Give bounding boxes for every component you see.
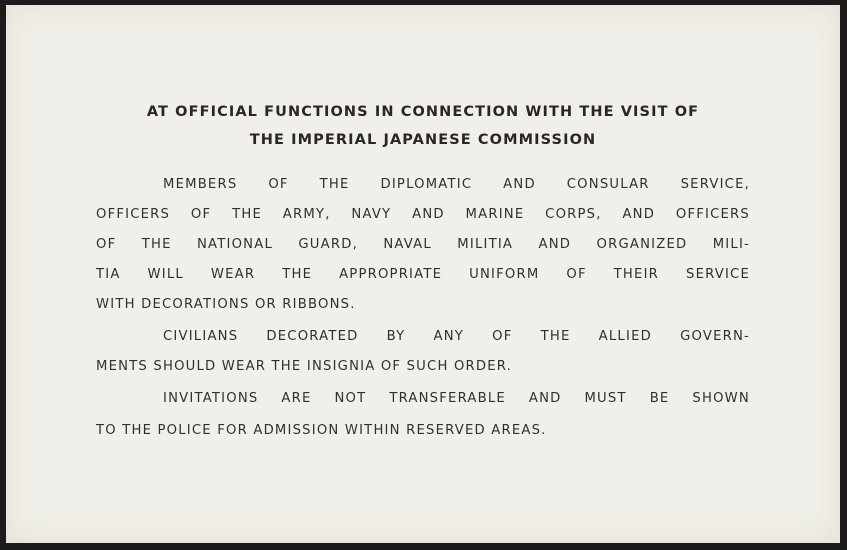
paragraph-3-line-1: INVITATIONS ARE NOT TRANSFERABLE AND MUST BE SHOWN <box>163 391 750 406</box>
paragraph-1-line-5: WITH DECORATIONS OR RIBBONS. <box>96 297 356 312</box>
paragraph-1-line-4: TIA WILL WEAR THE APPROPRIATE UNIFORM OF THEIR SERVICE <box>96 267 750 282</box>
paragraph-3-line-2: TO THE POLICE FOR ADMISSION WITHIN RESERVED AREAS. <box>96 423 547 438</box>
paragraph-1-line-1: MEMBERS OF THE DIPLOMATIC AND CONSULAR SERVICE, <box>163 177 750 192</box>
heading-line-1: AT OFFICIAL FUNCTIONS IN CONNECTION WITH THE VISIT OF <box>146 104 700 120</box>
heading-line-2: THE IMPERIAL JAPANESE COMMISSION <box>249 132 597 148</box>
paragraph-1-line-3: OF THE NATIONAL GUARD, NAVAL MILITIA AND ORGANIZED MILI- <box>96 237 750 252</box>
paragraph-2-line-2: MENTS SHOULD WEAR THE INSIGNIA OF SUCH ORDER. <box>96 359 513 374</box>
paragraph-2-line-1: CIVILIANS DECORATED BY ANY OF THE ALLIED GOVERN- <box>163 329 750 344</box>
invitation-card <box>6 5 840 543</box>
paragraph-1-line-2: OFFICERS OF THE ARMY, NAVY AND MARINE CORPS, AND OFFICERS <box>96 207 750 222</box>
